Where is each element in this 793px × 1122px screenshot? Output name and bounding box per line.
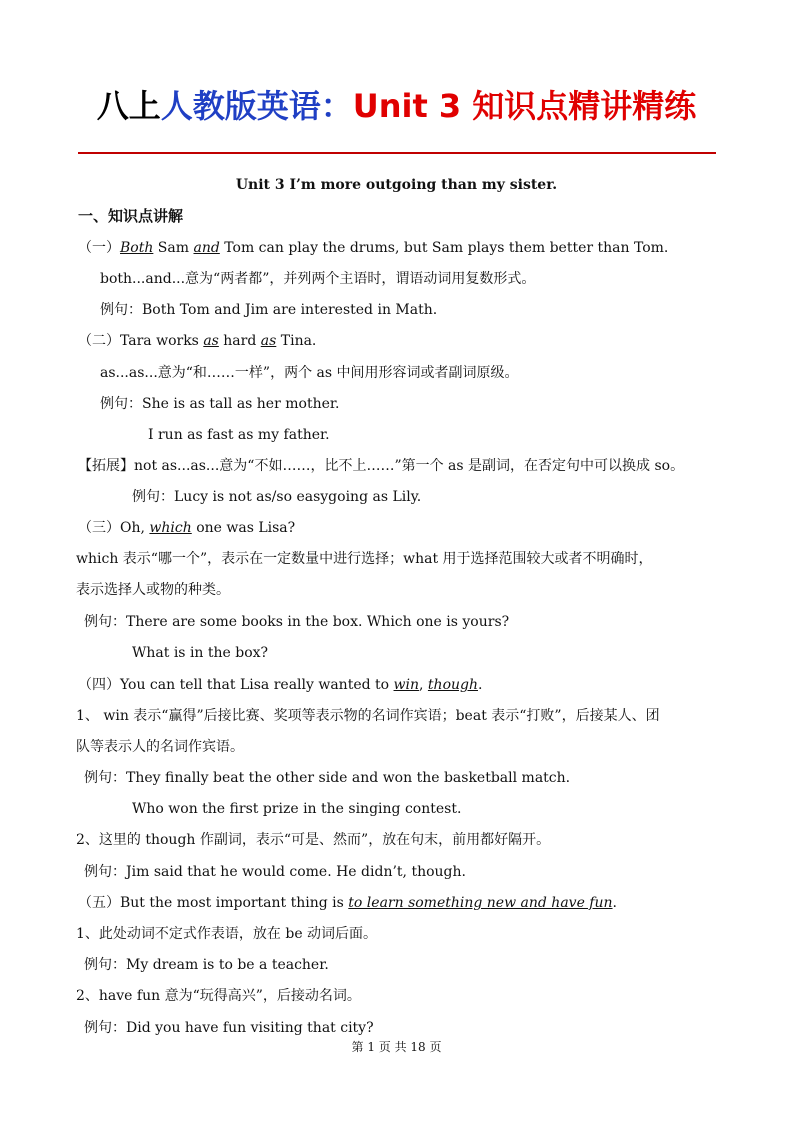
point-3-prefix: （三）Oh,: [78, 520, 150, 536]
underlined-as-1: as: [203, 333, 219, 349]
point-1-sentence: [78, 238, 668, 258]
underlined-as-2: as: [260, 333, 277, 349]
title-textbook: 人教版英语：: [160, 87, 353, 125]
point-2-example-2: I run as fast as my father.: [148, 427, 330, 443]
underlined-phrase: to learn something new and have fun: [348, 895, 613, 911]
point-2-prefix: （二）Tara works: [78, 333, 204, 349]
point-5-sentence: [78, 893, 617, 913]
title-divider: [78, 152, 716, 154]
point-4-example-2: Who won the first prize in the singing contest.: [132, 801, 462, 817]
point-4-item-1a: 1、 win 表示“赢得”后接比赛、奖项等表示物的名词作宾语；beat 表示“打败”，后接某人、团: [76, 708, 660, 724]
point-4-example-1: 例句：They finally beat the other side and won the basketball match.: [84, 770, 571, 786]
underlined-and: and: [193, 240, 220, 256]
point-2-text-b: Tina.: [276, 333, 317, 349]
point-2-extension-example: 例句：Lucy is not as/so easygoing as Lily.: [132, 489, 422, 505]
point-3-explanation-1: which 表示“哪一个”，表示在一定数量中进行选择；what 用于选择范围较大或者不明确时，: [76, 551, 653, 567]
underlined-which: which: [149, 520, 192, 536]
point-4-item-1b: 队等表示人的名词作宾语。: [76, 739, 244, 755]
point-2-explanation: as...as...意为“和……一样”，两个 as 中间用形容词或者副词原级。: [100, 365, 519, 381]
point-1-prefix: （一）: [78, 240, 120, 256]
title-grade: 八上: [96, 87, 161, 125]
point-3-text-a: one was Lisa?: [191, 520, 296, 536]
point-4-prefix: （四）You can tell that Lisa really wanted to: [78, 677, 394, 693]
point-4-item-2: 2、这里的 though 作副词，表示“可是、然而”，放在句末，前用都好隔开。: [76, 832, 551, 848]
point-2-sentence: [78, 331, 316, 351]
point-5-example-1: 例句：My dream is to be a teacher.: [84, 957, 329, 973]
point-3-explanation-2: 表示选择人或物的种类。: [76, 582, 230, 598]
page-footer: 第 1 页 共 18 页: [351, 1040, 442, 1054]
point-2-extension: 【拓展】not as...as...意为“不如……，比不上……”第一个 as 是副词，在否定句中可以换成 so。: [78, 458, 685, 474]
underlined-win: win: [393, 677, 420, 693]
point-1-explanation: both...and...意为“两者都”，并列两个主语时，谓语动词用复数形式。: [100, 271, 536, 287]
point-5-text-a: .: [612, 895, 617, 911]
title-unit: Unit 3 知识点精讲精练: [352, 87, 697, 125]
page-title: [0, 84, 793, 128]
point-5-prefix: （五）But the most important thing is: [78, 895, 349, 911]
point-2-example-1: 例句：She is as tall as her mother.: [100, 396, 340, 412]
point-4-example-3: 例句：Jim said that he would come. He didn’t, though.: [84, 864, 466, 880]
section-heading: 一、知识点讲解: [78, 207, 184, 225]
point-1-example: 例句：Both Tom and Jim are interested in Math.: [100, 302, 438, 318]
point-3-example-2: What is in the box?: [132, 645, 269, 661]
underlined-both: Both: [120, 240, 154, 256]
point-4-comma: ,: [419, 677, 428, 693]
point-3-example-1: 例句：There are some books in the box. Which one is yours?: [84, 614, 510, 630]
point-1-text-a: Sam: [153, 240, 194, 256]
point-5-item-1: 1、此处动词不定式作表语，放在 be 动词后面。: [76, 926, 378, 942]
unit-subtitle: Unit 3 I’m more outgoing than my sister.: [235, 177, 558, 193]
point-5-item-2: 2、have fun 意为“玩得高兴”，后接动名词。: [76, 988, 361, 1004]
point-4-text-a: .: [478, 677, 483, 693]
point-5-example-2: 例句：Did you have fun visiting that city?: [84, 1020, 374, 1036]
underlined-though: though: [427, 677, 478, 693]
point-1-text-b: Tom can play the drums, but Sam plays them better than Tom.: [219, 240, 669, 256]
point-2-text-a: hard: [218, 333, 261, 349]
point-3-sentence: [78, 518, 295, 538]
point-4-sentence: [78, 675, 482, 695]
